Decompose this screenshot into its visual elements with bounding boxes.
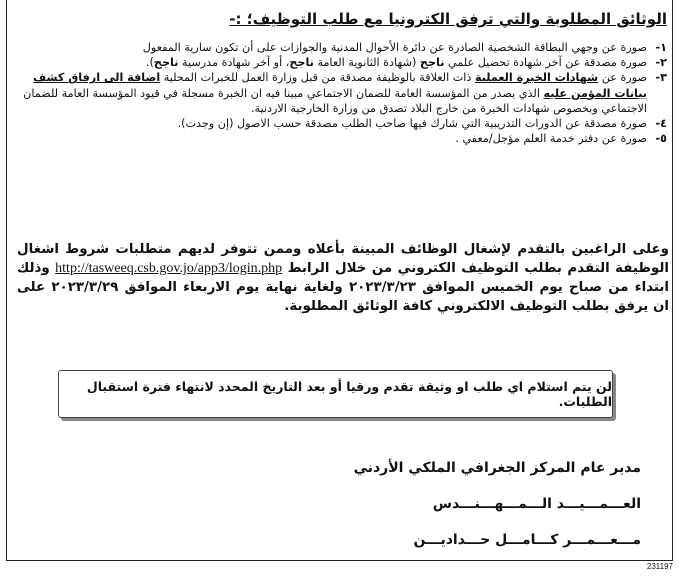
notice-box [58, 370, 613, 418]
item-underlined-part: شهادات الخبرة العملية [474, 71, 599, 85]
list-item [19, 116, 667, 131]
item-text [19, 55, 647, 70]
item-text-part: ذات العلاقة بالوظيفة مصدقة من قبل وزارة العمل للخبرات المحلية [160, 71, 475, 85]
item-bold-part: ناجح [153, 56, 179, 70]
item-number: ١- [655, 41, 667, 54]
application-link[interactable]: http://tasweeq.csb.gov.jo/app3/login.php [55, 261, 283, 276]
list-item [19, 55, 667, 70]
item-number: ٣- [655, 71, 667, 85]
item-text: صورة عن دفتر خدمة العلم مؤجل/معفي . [455, 132, 647, 146]
item-text-part: الذي يصدر من المؤسسة العامة للضمان الاجتماعي مبينا فيه ان الخبرة مسجلة في قيود المؤسسة العامة للضمان الاجتماعي وبخصوص شهادات الخبرة من خارج البلاد تصدق من وزارة الخارجية الاردنية. [23, 86, 647, 115]
item-text-part: (شهادة الثانوية العامة [313, 56, 420, 70]
list-item [19, 131, 667, 146]
item-text-part: صورة عن [598, 71, 647, 85]
item-bold-part: ناجح [419, 56, 445, 70]
item-text [19, 70, 647, 116]
list-item [19, 70, 667, 116]
item-number: ٢- [655, 56, 667, 70]
documents-heading: الوثائق المطلوبة والتي ترفق الكترونيا مع طلب التوظيف؛ :- [229, 10, 667, 28]
item-text: صورة عن وجهي البطاقة الشخصية الصادرة عن دائرة الأحوال المدنية والجوازات على أن تكون سارية المفعول [142, 41, 647, 54]
notice-text: لن يتم استلام اي طلب او وثيقة تقدم ورقيا أو بعد التاريخ المحدد لانتهاء فترة استقبال الطلبات. [86, 379, 612, 409]
signature-name: مـــعـــمـــر كـــامـــل حـــداديـــن [413, 532, 641, 548]
list-item [19, 40, 667, 55]
signature-rank: العـــمـــيـــد الـــمـــهـــنـــدس [432, 496, 641, 512]
item-text-part: ، أو آخر شهادة مدرسية [178, 56, 290, 70]
item-bold-part: ناجح [289, 56, 314, 70]
ad-code: 231197 [646, 562, 673, 571]
signature-title: مدير عام المركز الجغرافي الملكي الأردني [353, 460, 641, 476]
application-paragraph [17, 240, 669, 316]
item-text-part: ). [146, 56, 154, 70]
item-underlined-part: اضافة الى ارفاق كشف بيانات المؤمن عليه [33, 71, 647, 100]
documents-list [19, 40, 667, 146]
paragraph-text: وذلك ابتداء من صباح يوم الخميس الموافق ٢٠٢٣/٣/٢٣ ولغاية نهاية يوم الاربعاء الموافق ٢٠٢٣/٣/٢٩ على ان يرفق بطلب التوظيف الالكتروني كافة الوثائق المطلوبة. [17, 261, 669, 314]
item-text-part: صورة مصدقة عن آخر شهادة تحصيل علمي [444, 56, 647, 70]
paragraph-text: وعلى الراغبين بالتقدم لإشغال الوظائف المبينة بأعلاه وممن تتوفر لديهم متطلبات شروط اشغال الوظيفة التقدم بطلب التوظيف الكتروني من خلال الرابط [17, 242, 670, 276]
item-text: صورة مصدقة عن الدورات التدريبية التي شارك فيها صاحب الطلب مصدقة حسب الاصول (إن وجدت). [177, 117, 647, 131]
item-number: ٥- [655, 132, 667, 146]
item-number: ٤- [655, 117, 667, 131]
